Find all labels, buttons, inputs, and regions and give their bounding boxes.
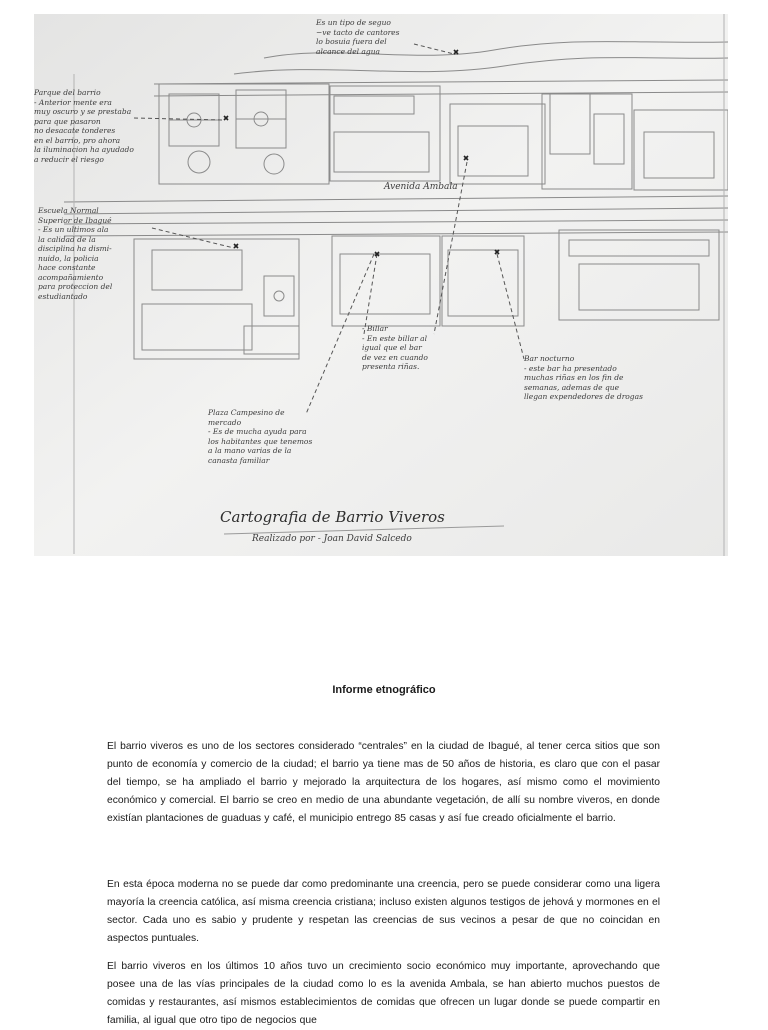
billar-note: - Billar - En este billar al igual que el bar de vez en cuando presenta riñas.: [362, 324, 428, 371]
map-title: Cartografia de Barrio Viveros: [220, 508, 445, 526]
map-photo: [34, 14, 728, 556]
document-title: Informe etnográfico: [332, 684, 436, 696]
paragraph-economy: El barrio viveros en los últimos 10 años tuvo un crecimiento socio económico muy importante, aprovechando que posee una de las vías principales de la ciudad como lo es la avenida Ambala, se han abierto muchos puestos de comidas y restaurantes, así mismos establecimientos de comidas que ofrecen un lugar donde se puede compartir en familia, al igual que otro tipo de negocios que: [107, 961, 660, 1026]
map-author: Realizado por - Joan David Salcedo: [252, 534, 412, 544]
park-note: Parque del barrio - Anterior mente era muy oscuro y se prestaba para que pasaron no desacate tonderes en el barrio, pro ahora la iluminacion ha ayudado a reducir el riesgo: [34, 88, 134, 164]
school-note: Escuela Normal Superior de Ibagué - Es un ultimos ala la calidad de la disciplina ha dismi- nuido, la policia hace constante acompañamiento para proteccion del estudiantado: [38, 206, 113, 301]
plaza-note: Plaza Campesino de mercado - Es de mucha ayuda para los habitantes que tenemos a la mano varias de la canasta familiar: [208, 408, 313, 465]
paragraph-beliefs: En esta época moderna no se puede dar como predominante una creencia, pero se puede considerar como una ligera mayoría la creencia católica, así misma creencia cristiana; incluso existen algunos testigos de jehová y mormones en el sector. Cada uno es sabio y prudente y respetan las creencias de sus vecinos a pesar de que no coincidan en aspectos puntuales.: [107, 879, 660, 944]
paragraph-history: El barrio viveros es uno de los sectores considerado “centrales” en la ciudad de Ibagué, al tener cerca sitios que son punto de economía y comercio de la ciudad; el barrio ya tiene mas de 50 años de historia, es claro que con el pasar del tiempo, se ha ampliado el barrio y mejorado la arquitectura de los hogares, así mismo como el movimiento económico y comercial. El barrio se creo en medio de una abundante vegetación, de allí su nombre viveros, en donde existían plantaciones de guaduas y café, el municipio entrego 85 casas y así fue creado oficialmente el barrio.: [107, 741, 660, 824]
top-note: Es un tipo de seguo −ve tacto de cantores lo bosuia fuera del alcance del agua: [316, 18, 400, 56]
avenue-label: Avenida Ambala: [384, 182, 458, 192]
bar-note: Bar nocturno - este bar ha presentado muchas riñas en los fin de semanas, ademas de que llegan expendedores de drogas: [524, 354, 643, 401]
